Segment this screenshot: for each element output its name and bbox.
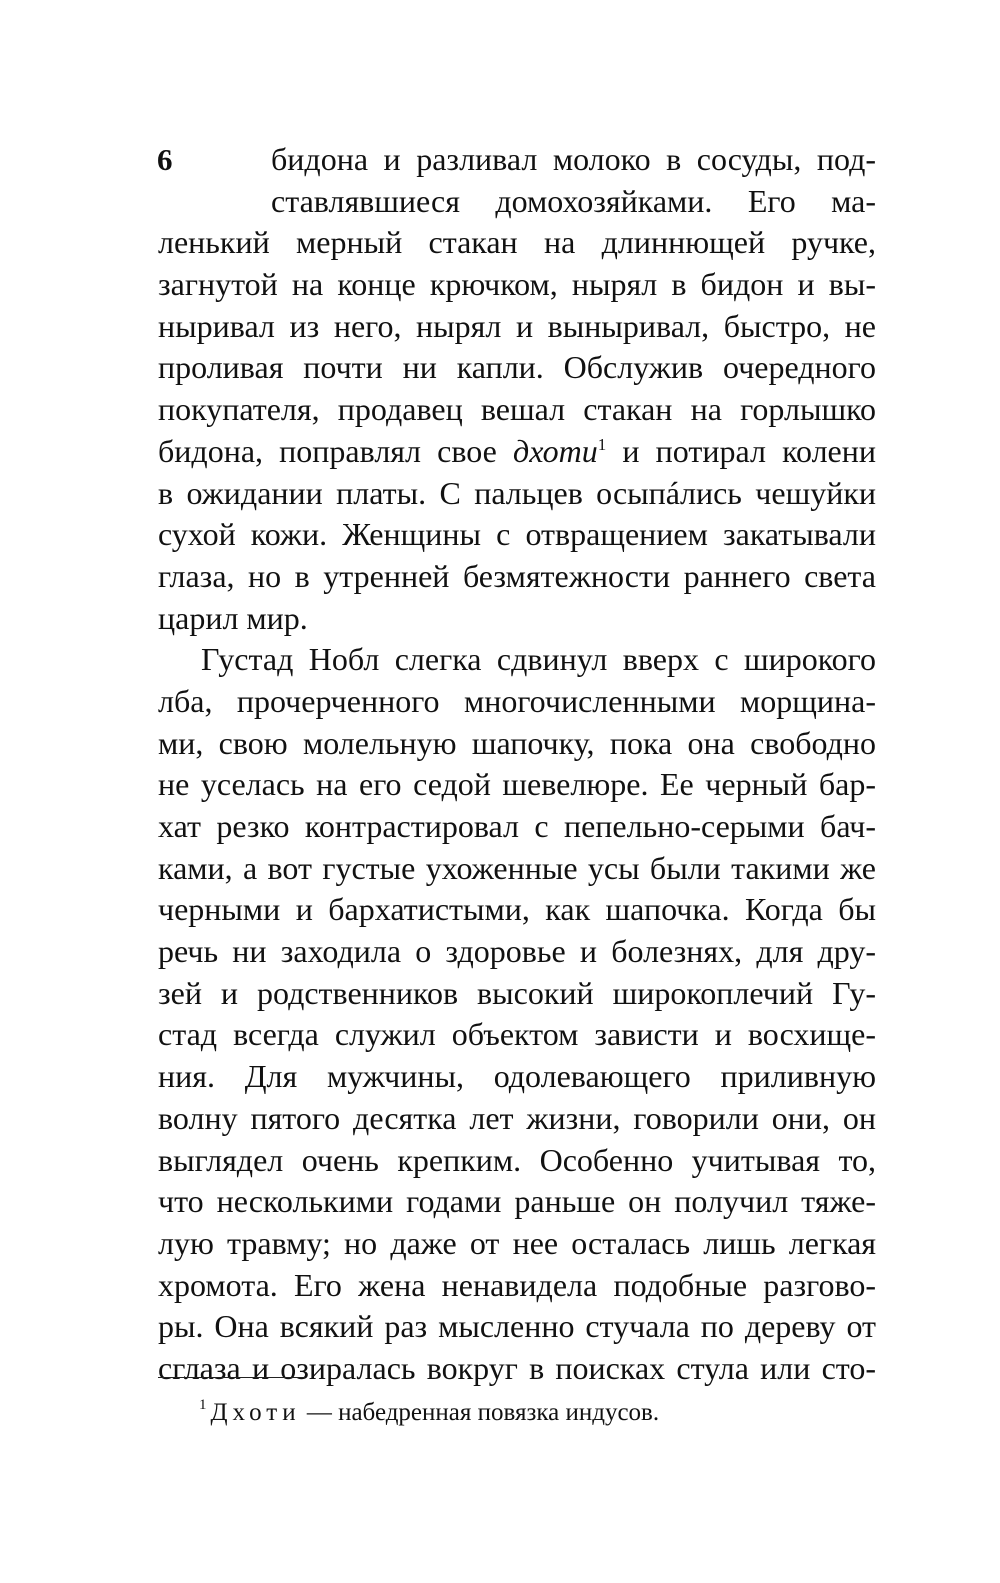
text-line: Густад Нобл слегка сдвинул вверх с широкого: [201, 641, 876, 678]
text-line: ставлявшиеся домохозяйками. Его ма-: [271, 182, 876, 219]
line-text-before: бидона, поправлял свое: [158, 432, 513, 469]
text-line: ками, а вот густые ухоженные усы были такими же: [158, 849, 876, 886]
text-line: ныривал из него, нырял и выныривал, быстро, не: [158, 307, 876, 344]
text-line: ры. Она всякий раз мысленно стучала по дереву от: [158, 1308, 876, 1345]
text-line: загнутой на конце крючком, нырял в бидон и вы-: [158, 266, 876, 303]
text-line: волну пятого десятка лет жизни, говорили они, он: [158, 1099, 876, 1136]
page-number: 6: [157, 142, 173, 177]
text-line: в ожидании платы. С пальцев осыпáлись чешуйки: [158, 474, 876, 511]
text-line: царил мир.: [158, 599, 308, 636]
text-line: лба, прочерченного многочисленными морщина-: [158, 682, 876, 719]
paragraph-1: [158, 139, 876, 639]
text-line: бидона и разливал молоко в сосуды, под-: [271, 141, 876, 177]
text-line: не уселась на его седой шевелюре. Ее черный бар-: [158, 766, 876, 803]
footnote: [199, 1388, 659, 1430]
text-line: лую травму; но даже от нее осталась лишь легкая: [158, 1224, 876, 1261]
paragraph-2: [158, 639, 876, 1389]
text-line: хромота. Его жена ненавидела подобные разгово-: [158, 1266, 876, 1303]
text-line: речь ни заходила о здоровье и болезнях, для дру-: [158, 933, 876, 970]
text-line: выглядел очень крепким. Особенно учитывая то,: [158, 1141, 876, 1178]
footnote-text: — набедренная повязка индусов.: [300, 1399, 660, 1426]
text-line: ленький мерный стакан на длиннющей ручке,: [158, 224, 876, 261]
text-line: покупателя, продавец вешал стакан на горлышко: [158, 391, 876, 428]
text-line: ния. Для мужчины, одолевающего приливную: [158, 1058, 876, 1095]
text-line: проливая почти ни капли. Обслужив очередного: [158, 349, 876, 386]
line-text-after: и потирал колени: [606, 432, 877, 469]
text-line: глаза, но в утренней безмятежности раннего света: [158, 557, 876, 594]
footnote-mark: 1: [199, 1397, 207, 1413]
text-line: ми, свою молельную шапочку, пока она свободно: [158, 724, 876, 761]
text-line: черными и бархатистыми, как шапочка. Когда бы: [158, 891, 876, 928]
body-text: [158, 139, 876, 1390]
footnote-divider: [158, 1377, 305, 1378]
footnote-reference: 1: [597, 434, 607, 454]
text-line-with-footnote: [158, 431, 876, 473]
text-line: хат резко контрастировал с пепельно-серыми бач-: [158, 808, 876, 844]
text-line: сухой кожи. Женщины с отвращением закатывали: [158, 516, 876, 553]
text-line: зей и родственников высокий широкоплечий Гу-: [158, 974, 876, 1011]
text-line: сглаза и озиралась вокруг в поисках стула или сто-: [158, 1349, 876, 1386]
dhoti-term: дхоти: [513, 432, 598, 469]
footnote-term: Дхоти: [210, 1399, 301, 1426]
text-line: что несколькими годами раньше он получил тяже-: [158, 1183, 876, 1220]
text-line: стад всегда служил объектом зависти и восхище-: [158, 1016, 876, 1053]
